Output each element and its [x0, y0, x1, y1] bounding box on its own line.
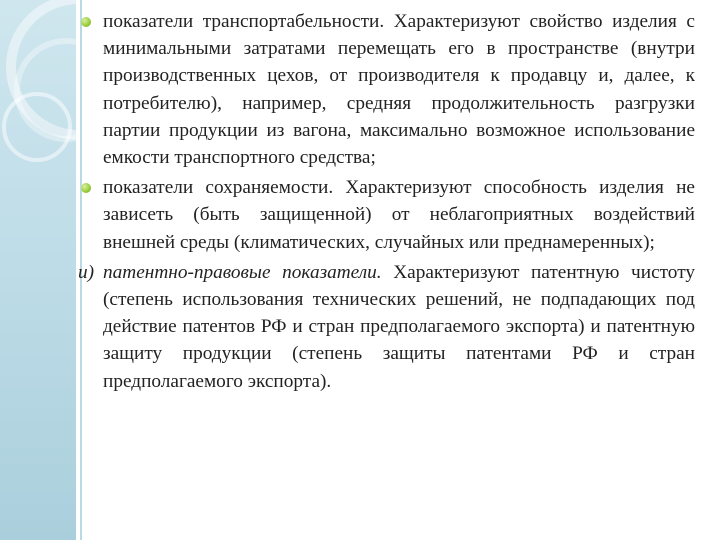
- list-item-text: Характеризуют патентную чистоту (степень использования технических решений, не подпадающих под действие патентов РФ и стран предполагаемого экспорта) и патентную защиту продукции (степень защиты патентами РФ и стран предполагаемого экспорта).: [103, 261, 696, 392]
- list-item-lead: патентно-правовые показатели.: [103, 261, 382, 283]
- decorative-side-panel: [0, 0, 76, 540]
- bullet-icon: [81, 17, 91, 27]
- list-marker: и): [78, 261, 95, 283]
- list-item-transportability: [103, 8, 695, 171]
- slide-content: [78, 8, 696, 395]
- list-item-preservation: [103, 174, 695, 256]
- decorative-ring: [2, 92, 72, 162]
- bullet-icon: [81, 183, 91, 193]
- list-item-patent: [78, 259, 696, 395]
- list-item-text: показатели транспортабельности. Характеризуют свойство изделия с минимальными затратами перемещать его в пространстве (внутри производственных цехов, от производителя к продавцу и, далее, к потребителю), например, средняя продолжительность разгрузки партии продукции из вагона, максимально возможное использование емкости транспортного средства;: [103, 11, 695, 169]
- list-item-text: показатели сохраняемости. Характеризуют способность изделия не зависеть (быть защищенной) от неблагоприятных воздействий внешней среды (климатических, случайных или преднамеренных);: [103, 177, 695, 253]
